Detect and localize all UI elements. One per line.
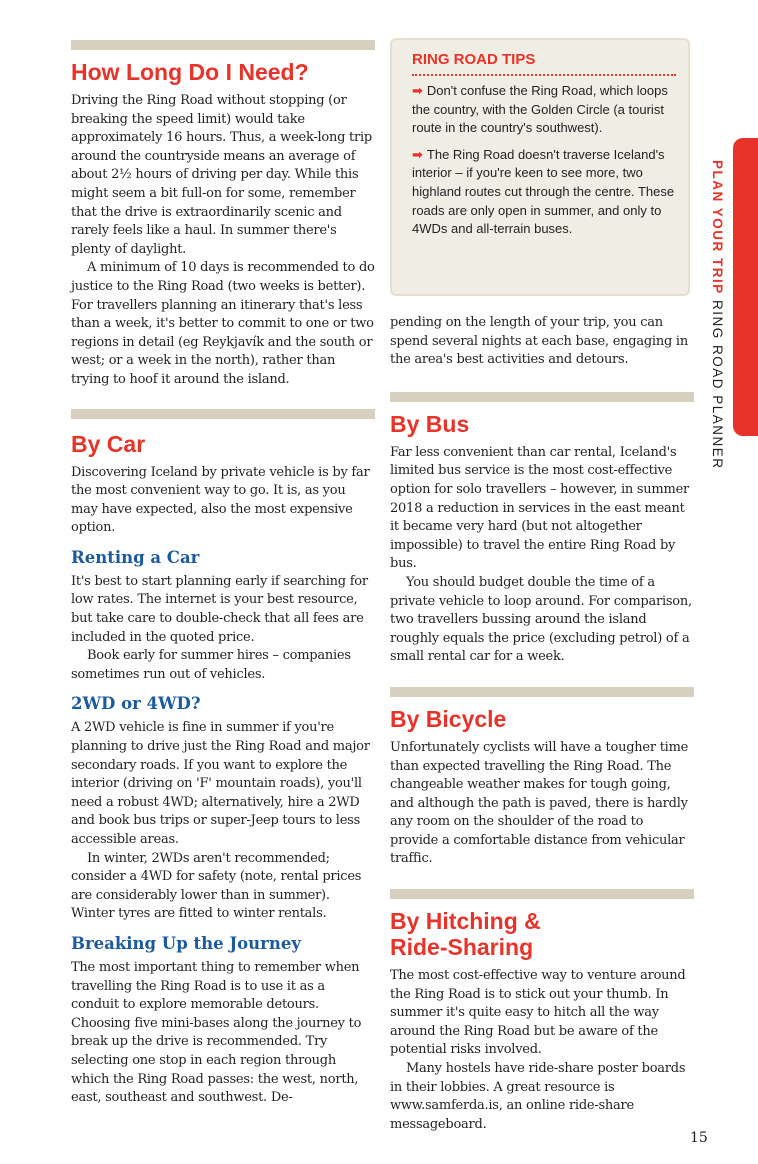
right-column xyxy=(390,38,694,1134)
paragraph: Many hostels have ride-share poster boards in their lobbies. A great resource is www.samferda.is, an online ride-share messageboard. xyxy=(390,1061,686,1132)
paragraph: The most important thing to remember when travelling the Ring Road is to use it as a conduit to explore memorable detours. Choosing five mini-bases along the journey to break up the drive is recommended. Try selecting one stop in each region through which the Ring Road passes: the west, north, east, southeast and southwest. De- xyxy=(71,959,362,1106)
page-number: 15 xyxy=(690,1130,708,1146)
section-by-hitching xyxy=(390,889,694,1134)
paragraph: Far less convenient than car rental, Iceland's limited bus service is the most cost-effective option for solo travellers – however, in summer 2018 a reduction in services in the east meant it became very hard (but not altogether impossible) to travel the entire Ring Road by bus. xyxy=(390,444,689,572)
tip-item xyxy=(412,146,676,239)
heading-line: By Hitching & xyxy=(390,908,541,935)
paragraph: Driving the Ring Road without stopping (or breaking the speed limit) would take approximately 16 hours. Thus, a week-long trip around the countryside means an average of about 2½ hours of driving per day. While this might seem a bit full-on for some, remember that the drive is extraordinarily scenic and rarely feels like a haul. In summer there's plenty of daylight. xyxy=(71,93,372,257)
tip-item xyxy=(412,82,676,138)
section-by-bicycle xyxy=(390,687,694,869)
heading-line: Ride-Sharing xyxy=(390,934,534,961)
heading-by-bicycle: By Bicycle xyxy=(390,705,507,732)
tip-text: The Ring Road doesn't traverse Iceland's interior – if you're keen to see more, two highland routes cut through the centre. These roads are only open in summer, and only to 4WDs and all-terrain buses. xyxy=(412,146,675,237)
paragraph: A 2WD vehicle is fine in summer if you're planning to drive just the Ring Road and major secondary roads. If you want to explore the interior (driving on 'F' mountain roads), you'll need a robust 4WD; alternatively, hire a 2WD and book bus trips or super-Jeep tours to less accessible areas. xyxy=(71,720,370,847)
subheading-2wd-4wd: 2WD or 4WD? xyxy=(71,694,201,714)
subheading-renting: Renting a Car xyxy=(71,547,200,567)
section-rule xyxy=(71,40,375,50)
heading-by-bus: By Bus xyxy=(390,410,470,437)
section-tab-title: RING ROAD PLANNER xyxy=(710,300,725,470)
section-rule xyxy=(71,409,375,419)
section-by-car xyxy=(71,409,375,1108)
heading-by-hitching xyxy=(390,908,694,960)
paragraph-continued: pending on the length of your trip, you can spend several nights at each base, engaging in the area's best activities and detours. xyxy=(390,315,688,368)
paragraph: The most cost-effective way to venture around the Ring Road is to stick out your thumb. In summer it's quite easy to hitch all the way around the Ring Road but be aware of the potential risks involved. xyxy=(390,968,686,1058)
section-by-bus xyxy=(390,392,694,667)
section-how-long xyxy=(71,40,375,390)
section-rule xyxy=(390,392,694,402)
paragraph: It's best to start planning early if searching for low rates. The internet is your best resource, but take care to double-check that all fees are included in the quoted price. xyxy=(71,573,368,645)
tip-text: Don't confuse the Ring Road, which loops the country, with the Golden Circle (a tourist route in the country's southwest). xyxy=(412,83,668,136)
tips-title: RING ROAD TIPS xyxy=(412,50,676,76)
paragraph: Book early for summer hires – companies sometimes run out of vehicles. xyxy=(71,648,351,682)
paragraph: Unfortunately cyclists will have a tougher time than expected travelling the Ring Road. The changeable weather makes for tough going, and although the path is paved, there is hardly any room on the shoulder of the road to provide a comfortable distance from vehicular traffic. xyxy=(390,739,689,867)
section-tab-marker xyxy=(733,138,758,436)
tips-box xyxy=(390,38,690,296)
left-column xyxy=(71,40,375,1108)
subheading-breaking-up: Breaking Up the Journey xyxy=(71,933,301,953)
section-tab-bold-label: PLAN YOUR TRIP xyxy=(710,160,725,295)
section-rule xyxy=(390,889,694,899)
heading-how-long: How Long Do I Need? xyxy=(71,59,309,85)
section-rule xyxy=(390,687,694,697)
paragraph: In winter, 2WDs aren't recommended; consider a 4WD for safety (note, rental prices are considerably lower than in summer). Winter tyres are fitted to winter rentals. xyxy=(71,850,362,922)
arrow-right-icon: ➡ xyxy=(412,83,423,98)
paragraph: A minimum of 10 days is recommended to do justice to the Ring Road (two weeks is better). For travellers planning an itinerary that's less than a week, it's better to commit to one or two regions in detail (eg Reykjavík and the south or west; or a week in the north), rather than trying to hoof it around the island. xyxy=(71,260,375,387)
paragraph: Discovering Iceland by private vehicle is by far the most convenient way to go. It is, as you may have expected, also the most expensive option. xyxy=(71,464,370,536)
heading-by-car: By Car xyxy=(71,430,146,457)
arrow-right-icon: ➡ xyxy=(412,146,423,162)
paragraph: You should budget double the time of a private vehicle to loop around. For comparison, two travellers bussing around the island roughly equals the price (excluding petrol) of a small rental car for a week. xyxy=(390,574,692,665)
section-tab-label xyxy=(705,160,727,480)
